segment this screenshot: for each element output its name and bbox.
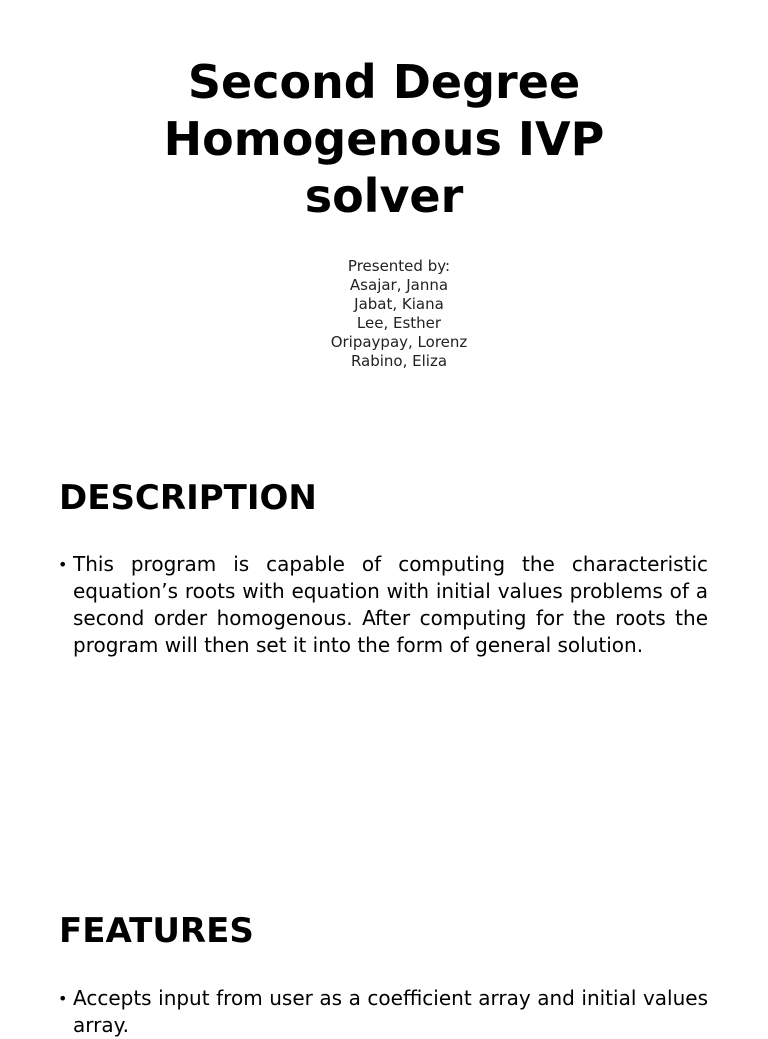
presenter-name: Lee, Esther [356, 314, 442, 332]
bullet-dot-icon: • [58, 555, 68, 574]
description-text: This program is capable of computing the characteristic equation’s roots with equation with initial values problems of a second order homogenous. After computing for the roots the program will then set it into the form of general solution. [73, 552, 708, 657]
title-line-1: Second Degree [187, 55, 581, 109]
features-text: Accepts input from user as a coefficient array and initial values array. [73, 986, 708, 1037]
features-bullet [58, 985, 708, 1039]
presenters-label: Presented by: [347, 257, 451, 275]
presenter-name: Asajar, Janna [349, 276, 449, 294]
title-slide [0, 54, 768, 371]
description-heading: DESCRIPTION [59, 478, 317, 518]
slide-title [0, 54, 768, 225]
bullet-dot-icon: • [58, 989, 68, 1008]
presenters-block [0, 257, 768, 371]
title-line-2: Homogenous IVP [163, 112, 605, 166]
presenter-name: Rabino, Eliza [350, 352, 448, 370]
description-bullet [58, 551, 708, 659]
title-line-3: solver [304, 169, 464, 223]
features-heading: FEATURES [59, 911, 254, 951]
presenter-name: Oripaypay, Lorenz [330, 333, 468, 351]
presenter-name: Jabat, Kiana [354, 295, 444, 313]
